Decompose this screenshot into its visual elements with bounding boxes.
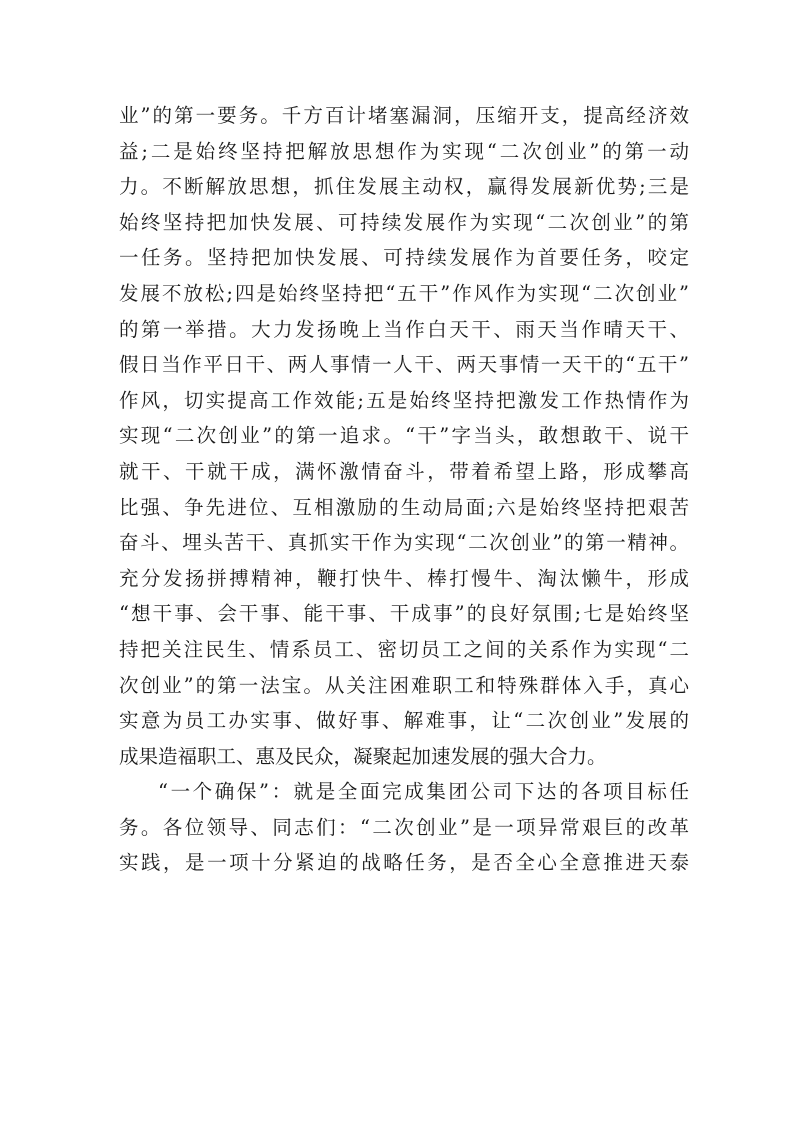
text-line: 实践，是一项十分紧迫的战略任务，是否全心全意推进天泰 [119,851,689,875]
text-line: 奋斗、埋头苦干、真抓实干作为实现“二次创业”的第一精神。 [119,531,689,555]
text-line: 就干、干就干成，满怀激情奋斗，带着希望上路，形成攀高 [119,459,689,483]
text-line: 持把关注民生、情系员工、密切员工之间的关系作为实现“二 [119,637,689,661]
text-line: 业”的第一要务。千方百计堵塞漏洞，压缩开支，提高经济效 [119,104,689,127]
text-line: 比强、争先进位、互相激励的生动局面;六是始终坚持把艰苦 [119,495,689,519]
text-line: 发展不放松;四是始终坚持把“五干”作风作为实现“二次创业” [119,281,689,305]
text-line: 实现“二次创业”的第一追求。“干”字当头，敢想敢干、说干 [119,424,689,448]
text-line: 一任务。坚持把加快发展、可持续发展作为首要任务，咬定 [119,246,689,270]
text-line: 始终坚持把加快发展、可持续发展作为实现“二次创业”的第 [119,210,689,234]
text-line: 的第一举措。大力发扬晚上当作白天干、雨天当作晴天干、 [119,317,689,341]
text-line: 力。不断解放思想，抓住发展主动权，赢得发展新优势;三是 [119,175,689,199]
paragraph-start-line: “一个确保”：就是全面完成集团公司下达的各项目标任 [158,780,689,804]
text-line: 次创业”的第一法宝。从关注困难职工和特殊群体入手，真心 [119,673,689,697]
text-line: 实意为员工办实事、做好事、解难事，让“二次创业”发展的 [119,709,689,733]
text-line: 假日当作平日干、两人事情一人干、两天事情一天干的“五干” [119,353,689,377]
text-line: 益;二是始终坚持把解放思想作为实现“二次创业”的第一动 [119,139,689,163]
text-line: “想干事、会干事、能干事、干成事”的良好氛围;七是始终坚 [119,602,689,626]
paragraph-end-line: 成果造福职工、惠及民众，凝聚起加速发展的强大合力。 [119,744,607,768]
text-line: 务。各位领导、同志们：“二次创业”是一项异常艰巨的改革 [119,815,689,839]
text-line: 充分发扬拼搏精神，鞭打快牛、棒打慢牛、淘汰懒牛，形成 [119,566,689,590]
body-text [119,98,689,881]
text-line: 作风，切实提高工作效能;五是始终坚持把激发工作热情作为 [119,388,689,412]
